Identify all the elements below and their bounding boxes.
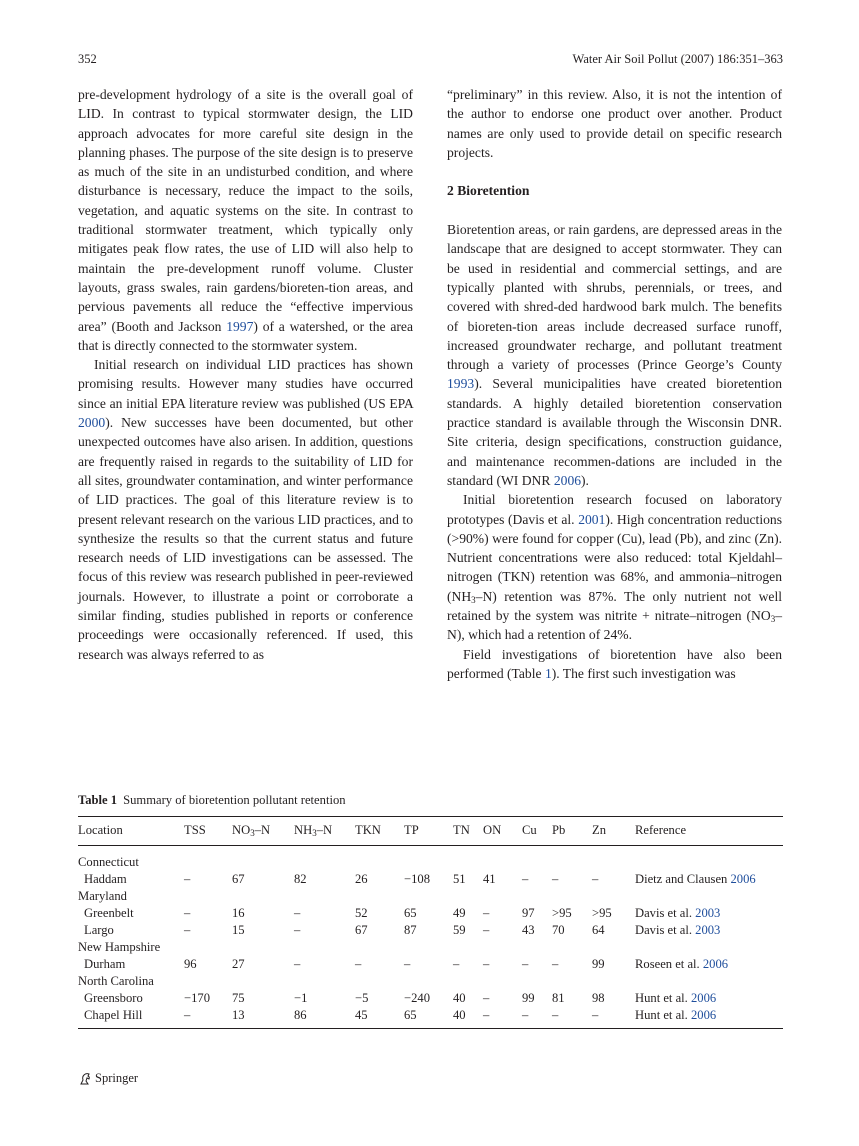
citation-link[interactable]: 2006 bbox=[730, 872, 756, 886]
citation-link[interactable]: 2001 bbox=[578, 511, 606, 527]
paragraph: Field investigations of bioretention have also been performed (Table 1). The first such investigation was bbox=[447, 646, 782, 681]
citation-link[interactable]: 2006 bbox=[690, 1008, 717, 1022]
value-cell: 98 bbox=[592, 991, 605, 1005]
journal-citation: Water Air Soil Pollut (2007) 186:351–363 bbox=[572, 52, 783, 66]
paragraph: Initial research on individual LID practices has shown promising results. However many studies have occurred since an initial EPA literature review was published (US EPA 2000). New successes have been documented, but other unexpected outcomes have also arisen. In addition, questions are frequently raised in regards to the suitability of LID for all sites, groundwater contamination, and winter performance of LID practices. The goal of this literature review is to present relevant research on the various LID practices, and to synthesize the results so that the current status and future research needs of LID investigations can be assessed. The focus of this review was research published in peer-reviewed journals. However, to illustrate a point or corroborate a similar finding, studies published in reports or conference proceedings were occasionally referenced. If used, this research was always referred to as bbox=[78, 357, 413, 662]
value-cell: 97 bbox=[522, 906, 535, 920]
value-cell: – bbox=[453, 957, 460, 971]
citation-link[interactable]: 2003 bbox=[695, 906, 721, 920]
table-row bbox=[78, 1007, 783, 1029]
value-cell: 27 bbox=[232, 957, 245, 971]
value-cell: 65 bbox=[404, 906, 417, 920]
table-link[interactable]: 1 bbox=[544, 665, 552, 681]
value-cell: – bbox=[483, 923, 490, 937]
value-cell: – bbox=[483, 957, 490, 971]
value-cell: – bbox=[522, 1007, 552, 1029]
value-cell: −240 bbox=[404, 991, 430, 1005]
value-cell: – bbox=[404, 957, 411, 971]
publisher-footer bbox=[78, 1071, 138, 1086]
paragraph: Bioretention areas, or rain gardens, are depressed areas in the landscape that are designed to accept stormwater. They can be used in residential and commercial settings, and are typically planted with shrubs, perennials, or trees, and covered with shred-ded hardwood bark mulch. The benefits of bioreten-tion areas include decreased surface runoff, increased groundwater recharge, and pollutant treatment through a variety of processes (Prince George’s County 1993). Several municipalities have created bioretention standards. A highly detailed bioretention conservation practice standard is available through the Wisconsin DNR. Site criteria, design specifications, construction guidance, and maintenance recommen-dations are included in the standard (WI DNR 2006). bbox=[447, 222, 782, 488]
value-cell: 99 bbox=[522, 991, 535, 1005]
value-cell: −108 bbox=[404, 872, 430, 886]
value-cell: >95 bbox=[592, 906, 612, 920]
value-cell: 49 bbox=[453, 906, 466, 920]
value-cell: – bbox=[184, 923, 191, 937]
value-cell: 52 bbox=[355, 906, 368, 920]
value-cell: – bbox=[522, 957, 529, 971]
state-row: North Carolina bbox=[78, 974, 154, 988]
value-cell: – bbox=[483, 991, 490, 1005]
value-cell: 96 bbox=[184, 957, 197, 971]
retention-table bbox=[78, 816, 783, 1029]
value-cell: – bbox=[184, 906, 191, 920]
left-column bbox=[78, 85, 413, 664]
value-cell: 87 bbox=[404, 923, 417, 937]
value-cell: – bbox=[592, 1007, 635, 1029]
value-cell: 16 bbox=[232, 906, 245, 920]
value-cell: – bbox=[592, 872, 599, 886]
value-cell: 67 bbox=[232, 872, 245, 886]
value-cell: – bbox=[355, 957, 362, 971]
value-cell: – bbox=[294, 957, 301, 971]
value-cell: 15 bbox=[232, 923, 245, 937]
location-cell: Greenbelt bbox=[84, 906, 134, 920]
value-cell: −5 bbox=[355, 991, 369, 1005]
citation-link[interactable]: 2006 bbox=[702, 957, 729, 971]
value-cell: 64 bbox=[592, 923, 605, 937]
value-cell: – bbox=[184, 872, 191, 886]
publisher-name: Springer bbox=[95, 1071, 139, 1085]
springer-horse-icon bbox=[78, 1072, 92, 1086]
value-cell: 81 bbox=[552, 991, 565, 1005]
table-row bbox=[78, 956, 783, 973]
citation-link[interactable]: 2000 bbox=[78, 415, 106, 431]
reference-cell: Dietz and Clausen 2006 bbox=[635, 872, 756, 886]
citation-link[interactable]: 1993 bbox=[447, 376, 475, 392]
value-cell: 99 bbox=[592, 957, 605, 971]
state-row: Maryland bbox=[78, 889, 127, 903]
value-cell: 75 bbox=[232, 991, 245, 1005]
value-cell: 65 bbox=[404, 1007, 453, 1029]
reference-cell: Davis et al. 2003 bbox=[635, 923, 721, 937]
location-cell: Chapel Hill bbox=[78, 1007, 184, 1029]
value-cell: 40 bbox=[453, 991, 466, 1005]
citation-link[interactable]: 2006 bbox=[690, 991, 717, 1005]
value-cell: −170 bbox=[184, 991, 210, 1005]
value-cell: 59 bbox=[453, 923, 466, 937]
table-1 bbox=[78, 792, 783, 1029]
value-cell: 45 bbox=[355, 1007, 404, 1029]
location-cell: Durham bbox=[84, 957, 126, 971]
state-row: Connecticut bbox=[78, 855, 139, 869]
value-cell: 43 bbox=[522, 923, 535, 937]
right-column bbox=[447, 85, 782, 683]
paragraph: Initial bioretention research focused on laboratory prototypes (Davis et al. 2001). High concentration reductions (>90%) were found for copper (Cu), lead (Pb), and zinc (Zn). Nutrient concentrations were also reduced: total Kjeldahl–nitrogen (TKN) retention was 68%, and ammonia–nitrogen $(NH_3-N)$ retention was 87%. The only nutrient not well retained by the system was nitrite + nitrate–nitrogen $(NO_3-N)$, which had a retention of 24%. bbox=[447, 492, 782, 643]
table-row bbox=[78, 905, 783, 922]
value-cell: >95 bbox=[552, 906, 572, 920]
value-cell: 51 bbox=[453, 872, 466, 886]
reference-cell: Davis et al. 2003 bbox=[635, 906, 721, 920]
value-cell: 41 bbox=[483, 872, 496, 886]
location-cell: Largo bbox=[84, 923, 114, 937]
table-row bbox=[78, 990, 783, 1007]
table-row bbox=[78, 922, 783, 939]
value-cell: 40 bbox=[453, 1007, 483, 1029]
value-cell: 70 bbox=[552, 923, 565, 937]
value-cell: 26 bbox=[355, 872, 368, 886]
value-cell: – bbox=[184, 1007, 232, 1029]
running-header bbox=[78, 52, 783, 68]
value-cell: – bbox=[483, 1007, 522, 1029]
value-cell: 82 bbox=[294, 872, 307, 886]
reference-cell: Hunt et al. 2006 bbox=[635, 991, 717, 1005]
table-caption: Table 1 Summary of bioretention pollutant retention bbox=[78, 793, 346, 807]
value-cell: – bbox=[552, 872, 559, 886]
citation-link[interactable]: 2003 bbox=[695, 923, 721, 937]
value-cell: 13 bbox=[232, 1007, 294, 1029]
citation-link[interactable]: 2006 bbox=[553, 472, 582, 488]
reference-cell: Hunt et al. 2006 bbox=[635, 1007, 783, 1029]
state-row: New Hampshire bbox=[78, 940, 161, 954]
citation-link[interactable]: 1997 bbox=[226, 318, 254, 334]
value-cell: −1 bbox=[294, 991, 308, 1005]
value-cell: – bbox=[552, 1007, 592, 1029]
location-cell: Greensboro bbox=[84, 991, 143, 1005]
paragraph: pre-development hydrology of a site is the overall goal of LID. In contrast to typical stormwater design, the LID approach advocates for more careful site design in the planning phases. The purpose of the site design is to preserve as much of the site in an undisturbed condition, and where disturbance is necessary, reduce the impact to the soils, vegetation, and aquatic systems on the site. In contrast to traditional stormwater treatment, which typically only mitigates peak flow rates, the use of LID will also help to maintain the pre-development runoff volume. Cluster layouts, grass swales, rain gardens/bioreten-tion areas, and pervious pavements all reduce the “effective impervious area” (Booth and Jackson 1997) of a watershed, or the area that is directly connected to the stormwater system. bbox=[78, 87, 413, 353]
value-cell: – bbox=[294, 906, 301, 920]
value-cell: – bbox=[522, 872, 529, 886]
table-row bbox=[78, 871, 783, 888]
value-cell: 67 bbox=[355, 923, 368, 937]
value-cell: 86 bbox=[294, 1007, 355, 1029]
page-number: 352 bbox=[78, 52, 97, 66]
table-header-row: Location TSS $NO_3-N$ $NH_3-N$ TKN TP TN ON Cu Pb Zn Reference bbox=[78, 817, 783, 846]
value-cell: – bbox=[483, 906, 490, 920]
value-cell: – bbox=[552, 957, 559, 971]
location-cell: Haddam bbox=[84, 872, 127, 886]
section-heading: 2 Bioretention bbox=[447, 183, 530, 199]
value-cell: – bbox=[294, 923, 301, 937]
reference-cell: Roseen et al. 2006 bbox=[635, 957, 729, 971]
paragraph: “preliminary” in this review. Also, it is not the intention of the author to endorse one product over another. Product names are only used to provide detail on specific research projects. bbox=[447, 87, 782, 160]
